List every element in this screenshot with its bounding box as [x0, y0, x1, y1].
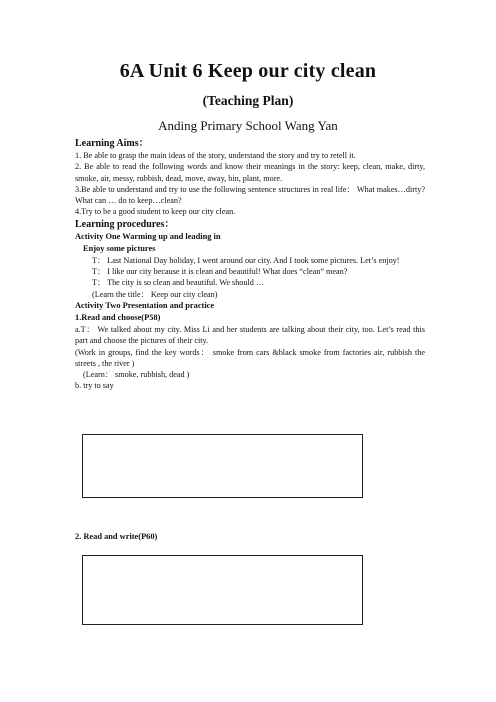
activity-two-sub: 1.Read and choose(P58) [75, 312, 161, 322]
aim-item-1: 1. Be able to grasp the main ideas of the story, understand the story and try to retell it. [75, 151, 356, 160]
document-subtitle: (Teaching Plan) [202, 93, 294, 108]
author-line: Anding Primary School Wang Yan [158, 118, 338, 133]
document-title: 6A Unit 6 Keep our city clean [119, 60, 377, 82]
aim-item-4: 4.Try to be a good student to keep our city clean. [75, 207, 236, 217]
activity-two-work: (Work in groups, find the key words： smoke from cars &black smoke from factories air, rubbish the streets , the river ) [75, 347, 425, 368]
aim-item-2: 2. Be able to read the following words and know their meanings in the story: keep, clean, make, dirty, smoke, air, messy, rubbish, dead, move, away, bin, plant, more. [75, 162, 425, 183]
answer-box-2 [82, 555, 363, 625]
procedures-heading: Learning procedures： [75, 218, 175, 230]
section-two-title: 2. Read and write(P60) [75, 532, 158, 541]
document-body [75, 137, 425, 392]
activity-two-title: Activity Two Presentation and practice [75, 300, 215, 310]
answer-box-1 [82, 434, 363, 498]
activity-one-line-4: (Learn the title： Keep our city clean) [92, 289, 218, 299]
activity-two-para-a: a.T： We talked about my city. Miss Li and her students are talking about their city, too. Let’s read this part and choose the pictures of their city. [75, 324, 425, 346]
aims-heading: Learning Aims： [75, 138, 149, 149]
activity-two-learn: (Learn： smoke, rubbish, dead ) [83, 370, 190, 380]
activity-one-line-2: T： I like our city because it is clean and beautiful! What does “clean” mean? [92, 267, 348, 277]
aim-item-3: 3.Be able to understand and try to use the following sentence structures in real life： What makes…dirty? What can … do to keep…clean? [75, 184, 425, 206]
activity-one-line-3: T： The city is so clean and beautiful. We should … [92, 278, 265, 288]
activity-one-sub: Enjoy some pictures [83, 243, 156, 253]
activity-one-title: Activity One Warming up and leading in [75, 231, 221, 241]
activity-one-line-1: T： Last National Day holiday, I went around our city. And I took some pictures. Let’s enjoy! [92, 255, 400, 265]
activity-two-b: b. try to say [75, 381, 114, 391]
